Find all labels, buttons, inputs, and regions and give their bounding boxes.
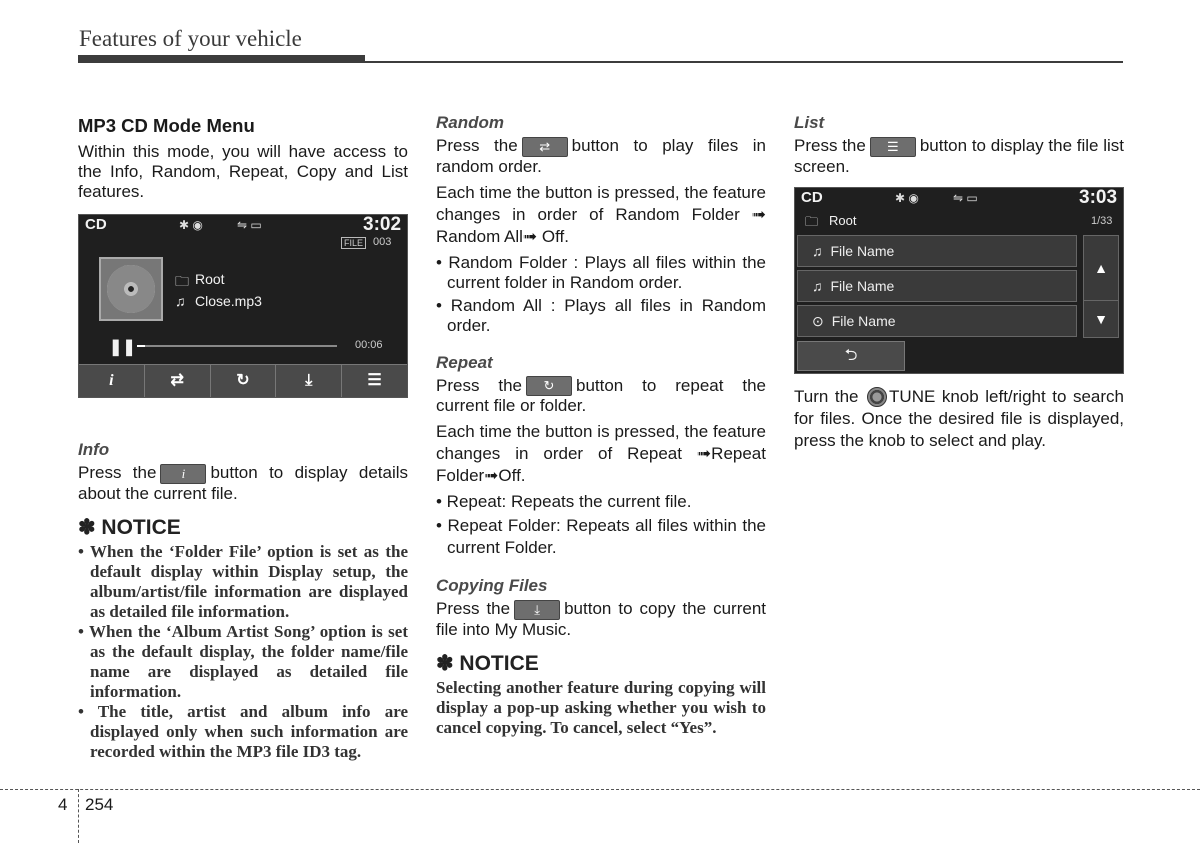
copy-text xyxy=(436,599,766,640)
header-line xyxy=(365,61,1123,63)
info-post: button to display details about the current file. xyxy=(78,463,409,503)
folder-name: Root xyxy=(829,212,857,228)
disc-icon xyxy=(107,265,155,313)
progress-track[interactable] xyxy=(137,345,337,347)
copy-heading: Copying Files xyxy=(436,576,548,596)
file-name: File Name xyxy=(831,312,896,329)
random-post: button to play files in random order. xyxy=(436,136,767,176)
file-name: File Name xyxy=(830,277,895,294)
screen-time: 3:02 xyxy=(363,214,402,235)
info-text xyxy=(78,463,408,504)
scroll-up-button[interactable]: ▲ xyxy=(1083,235,1119,301)
list-text xyxy=(794,136,1124,177)
footer-divider xyxy=(0,789,1200,790)
music-note-icon: ♫ xyxy=(812,277,823,294)
page-number: 254 xyxy=(85,795,114,814)
screen-mode: CD xyxy=(85,216,107,233)
tune-label: TUNE xyxy=(889,386,936,406)
track-name: Close.mp3 xyxy=(195,293,262,309)
pause-icon[interactable]: ❚❚ xyxy=(109,339,136,356)
info-heading: Info xyxy=(78,440,110,459)
info-button-icon: i xyxy=(160,464,206,484)
usb-icon: ⇋ ▭ xyxy=(237,218,262,232)
notice-item: • When the ‘Album Artist Song’ option is set as the default display, the folder name/file name are displayed as detailed file information. xyxy=(78,621,408,701)
notice-item: • When the ‘Folder File’ option is set as the default display within Display setup, the album/artist/file information are displayed as detailed file information. xyxy=(78,541,408,621)
repeat-post: button to repeat the current file or folder. xyxy=(436,375,766,416)
repeat-bullet: • Repeat Folder: Repeats all files within the current Folder. xyxy=(436,516,766,558)
repeat-button[interactable]: ↻ xyxy=(211,365,277,397)
info-button[interactable]: i xyxy=(79,365,145,397)
progress-fill xyxy=(137,345,145,347)
music-note-icon: ♫ xyxy=(175,293,186,309)
spacer xyxy=(436,339,766,353)
list-heading: List xyxy=(794,113,825,132)
random-text xyxy=(436,136,766,177)
repeat-text xyxy=(436,376,766,417)
repeat-pre: Press the xyxy=(436,375,522,395)
file-row[interactable] xyxy=(797,305,1077,337)
column-3 xyxy=(794,113,1124,452)
play-circle-icon: ⊙ xyxy=(812,312,824,329)
bluetooth-icon: ✱ ◉ xyxy=(179,218,203,232)
folder-name: Root xyxy=(195,271,225,287)
repeat-button-icon: ↻ xyxy=(526,376,572,396)
scroll-down-button[interactable]: ▼ xyxy=(1083,300,1119,338)
screen-time: 3:03 xyxy=(1079,186,1118,208)
column-2 xyxy=(436,113,766,738)
usb-icon: ⇋ ▭ xyxy=(953,190,978,205)
list-button[interactable]: ☰ xyxy=(367,372,382,389)
notice-title: ✽ NOTICE xyxy=(78,515,181,539)
music-note-icon: ♫ xyxy=(812,242,823,259)
file-count: 1/33 xyxy=(1091,214,1113,227)
intro-text: Within this mode, you will have access to the Info, Random, Repeat, Copy and List features. xyxy=(78,142,408,201)
tune-post: knob left/right to search for files. Once the desired file is displayed, press the knob to select and play. xyxy=(794,386,1124,450)
repeat-detail: Each time the button is pressed, the feature changes in order of Repeat ➟Repeat Folder➟Off. xyxy=(436,422,766,486)
list-button-icon: ☰ xyxy=(870,137,916,157)
header-title: Features of your vehicle xyxy=(79,26,302,51)
folder-icon: 🗀 xyxy=(175,273,189,289)
notice-list xyxy=(78,542,408,762)
copy-button-icon: ⤓ xyxy=(514,600,560,620)
notice-item: • The title, artist and album info are displayed only when such information are recorded within the MP3 file ID3 tag. xyxy=(78,701,408,761)
random-pre: Press the xyxy=(436,136,518,155)
notice-text: Selecting another feature during copying will display a pop-up asking whether you wish to cancel copying. To cancel, select “Yes”. xyxy=(436,677,766,737)
elapsed-time: 00:06 xyxy=(355,339,383,351)
screen-mode: CD xyxy=(801,188,823,206)
random-bullet: • Random All : Plays all files in Random order. xyxy=(436,295,766,335)
random-button-icon: ⇄ xyxy=(522,137,568,157)
copy-button[interactable]: ⤓ xyxy=(276,365,342,397)
footer-vertical-divider xyxy=(78,789,79,843)
tune-text xyxy=(794,386,1124,452)
spacer xyxy=(436,562,766,576)
file-row[interactable] xyxy=(797,270,1077,302)
random-button[interactable]: ⇄ xyxy=(145,365,211,397)
file-name: File Name xyxy=(830,242,895,259)
copy-pre: Press the xyxy=(436,599,511,619)
list-screen xyxy=(794,187,1124,374)
bluetooth-icon: ✱ ◉ xyxy=(895,190,919,205)
tune-knob-icon xyxy=(867,387,887,407)
file-row[interactable] xyxy=(797,235,1077,267)
repeat-bullet: • Repeat: Repeats the current file. xyxy=(436,492,692,512)
info-pre: Press the xyxy=(78,463,157,482)
spacer xyxy=(78,412,408,440)
folder-icon: 🗀 xyxy=(805,213,819,229)
section-heading: MP3 CD Mode Menu xyxy=(78,115,255,136)
screen-button-bar xyxy=(79,364,407,397)
random-detail: Each time the button is pressed, the feature changes in order of Random Folder ➟ Random All➟ Off. xyxy=(436,182,766,246)
header-bar xyxy=(78,55,365,63)
tune-pre: Turn the xyxy=(794,386,859,406)
random-heading: Random xyxy=(436,113,504,132)
repeat-heading: Repeat xyxy=(436,352,493,372)
notice-title: ✽ NOTICE xyxy=(436,651,539,675)
list-post: button to display the file list screen. xyxy=(794,136,1124,176)
list-pre: Press the xyxy=(794,136,866,155)
back-button[interactable]: ⮌ xyxy=(797,341,905,371)
file-number: 003 xyxy=(373,236,392,248)
column-1 xyxy=(78,113,408,762)
file-label: FILE xyxy=(341,237,366,249)
album-art xyxy=(99,257,163,321)
copy-post: button to copy the current file into My Music. xyxy=(436,599,766,639)
cd-mode-screen xyxy=(78,214,408,398)
random-bullet: • Random Folder : Plays all files within the current folder in Random order. xyxy=(436,252,766,292)
section-number: 4 xyxy=(58,795,68,814)
